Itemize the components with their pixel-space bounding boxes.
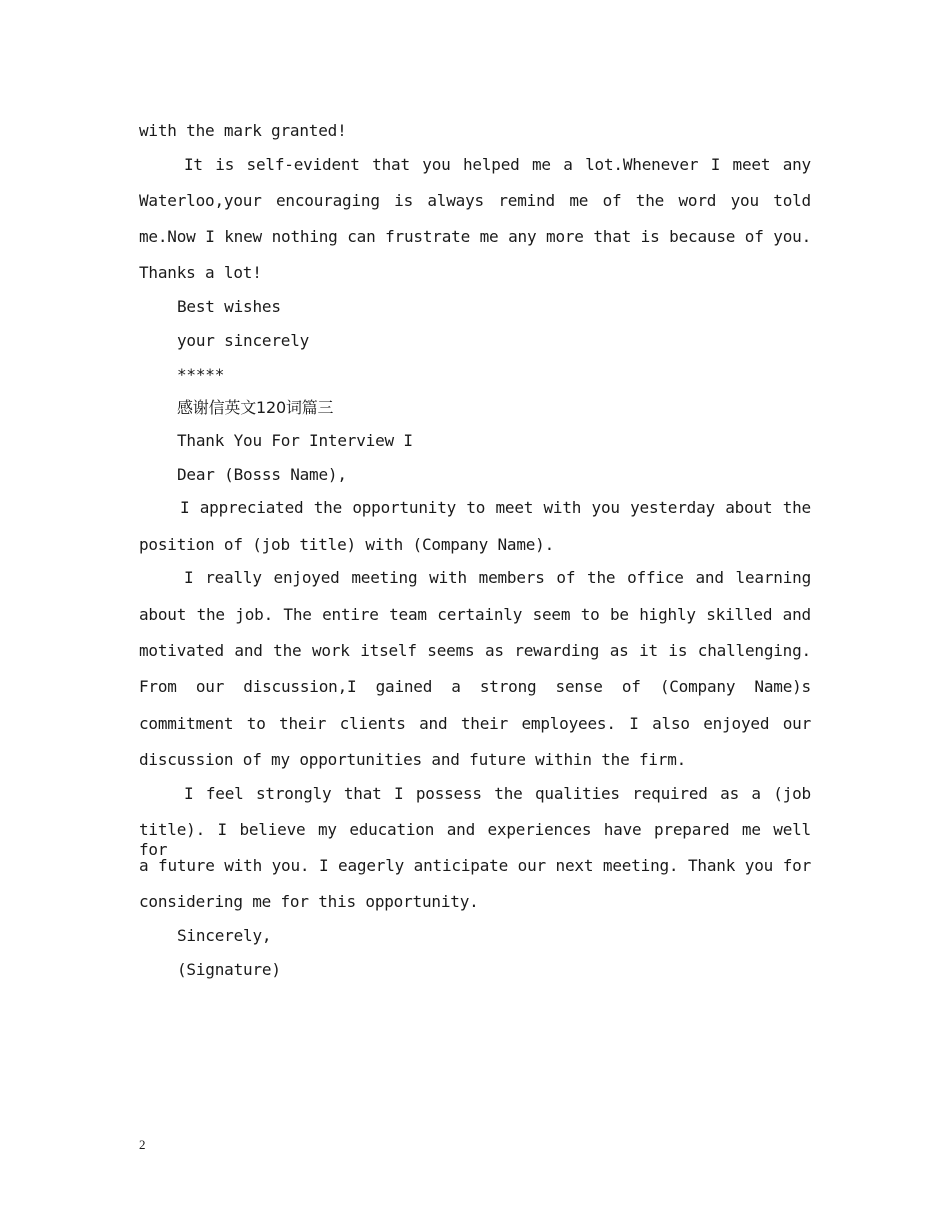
paragraph-line: From our discussion,I gained a strong sense of (Company Name)s (139, 677, 811, 696)
text-line: with the mark granted! (139, 121, 347, 140)
closing-line: Sincerely, (177, 926, 272, 945)
signature-placeholder: (Signature) (177, 960, 281, 979)
paragraph-line: I really enjoyed meeting with members of the office and learning (184, 568, 811, 587)
paragraph-line: about the job. The entire team certainly seem to be highly skilled and (139, 605, 811, 624)
section-heading: 感谢信英文120词篇三 (177, 398, 334, 417)
closing-line: your sincerely (177, 331, 310, 350)
paragraph-line: Waterloo,your encouraging is always remind me of the word you told (139, 191, 811, 210)
paragraph-line: I feel strongly that I possess the qualities required as a (job (184, 784, 811, 803)
paragraph-line: Thanks a lot! (139, 263, 262, 282)
letter-title: Thank You For Interview I (177, 431, 413, 450)
paragraph-line: It is self-evident that you helped me a lot.Whenever I meet any (184, 155, 811, 174)
paragraph-line: considering me for this opportunity. (139, 892, 479, 911)
paragraph-line: title). I believe my education and experiences have prepared me well for (139, 820, 811, 859)
paragraph-line: a future with you. I eagerly anticipate our next meeting. Thank you for (139, 856, 811, 875)
paragraph-line: discussion of my opportunities and future within the firm. (139, 750, 687, 769)
paragraph-line: position of (job title) with (Company Name). (139, 535, 555, 554)
paragraph-line: commitment to their clients and their employees. I also enjoyed our (139, 714, 811, 733)
closing-line: Best wishes (177, 297, 281, 316)
signature-name: ***** (177, 365, 225, 384)
page-number: 2 (139, 1137, 146, 1152)
paragraph-line: motivated and the work itself seems as rewarding as it is challenging. (139, 641, 811, 660)
paragraph-line: me.Now I knew nothing can frustrate me any more that is because of you. (139, 227, 811, 246)
paragraph-line: I appreciated the opportunity to meet with you yesterday about the (180, 498, 811, 517)
salutation: Dear (Bosss Name), (177, 465, 347, 484)
